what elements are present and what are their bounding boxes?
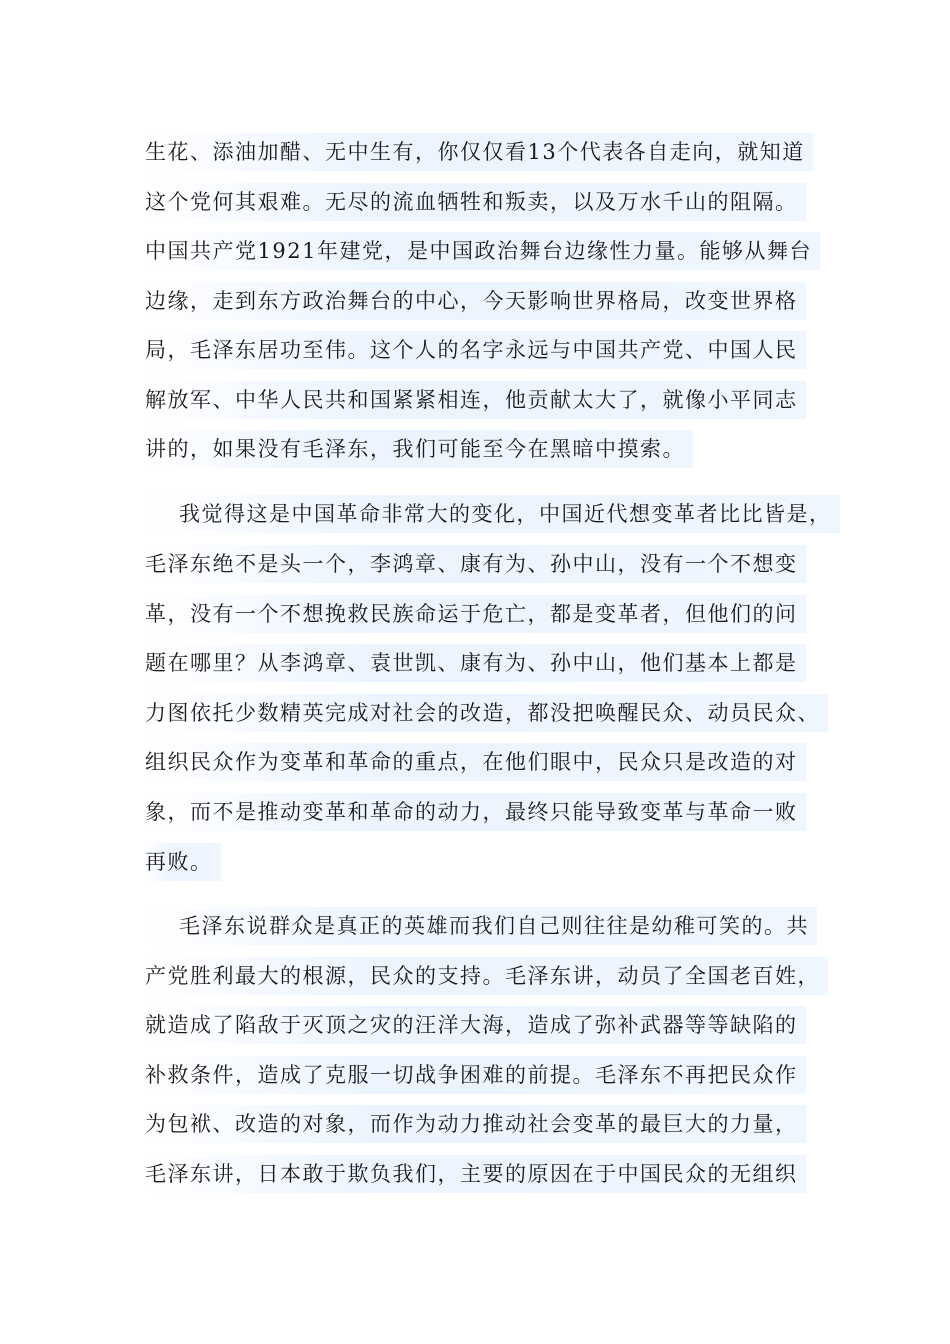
text-line: 象，而不是推动变革和革命的动力，最终只能导致变革与革命一败 (145, 793, 806, 831)
text-line: 生花、添油加醋、无中生有，你仅仅看13个代表各自走向，就知道 (145, 133, 813, 171)
text-line: 题在哪里？从李鸿章、袁世凯、康有为、孙中山，他们基本上都是 (145, 644, 806, 682)
text-line: 力图依托少数精英完成对社会的改造，都没把唤醒民众、动员民众、 (145, 694, 828, 732)
text-line: 革，没有一个不想挽救民族命运于危亡，都是变革者，但他们的问 (145, 595, 806, 633)
text-line: 就造成了陷敌于灭顶之灾的汪洋大海，造成了弥补武器等等缺陷的 (145, 1006, 806, 1044)
text-line: 边缘，走到东方政治舞台的中心，今天影响世界格局，改变世界格 (145, 282, 806, 320)
text-line: 再败。 (145, 843, 221, 881)
text-line: 中国共产党1921年建党，是中国政治舞台边缘性力量。能够从舞台 (145, 232, 820, 270)
text-line: 产党胜利最大的根源，民众的支持。毛泽东讲，动员了全国老百姓， (145, 957, 828, 995)
text-line: 毛泽东绝不是头一个，李鸿章、康有为、孙中山，没有一个不想变 (145, 545, 806, 583)
text-line: 局，毛泽东居功至伟。这个人的名字永远与中国共产党、中国人民 (145, 331, 806, 369)
text-line: 组织民众作为变革和革命的重点，在他们眼中，民众只是改造的对 (145, 743, 806, 781)
text-line: 我觉得这是中国革命非常大的变化，中国近代想变革者比比皆是， (145, 495, 840, 533)
text-line: 这个党何其艰难。无尽的流血牺牲和叛卖，以及万水千山的阻隔。 (145, 183, 806, 221)
text-line: 解放军、中华人民共和国紧紧相连，他贡献太大了，就像小平同志 (145, 381, 806, 419)
text-line: 毛泽东说群众是真正的英雄而我们自己则往往是幼稚可笑的。共 (145, 907, 817, 945)
text-line: 为包袱、改造的对象，而作为动力推动社会变革的最巨大的力量， (145, 1105, 806, 1143)
text-line: 讲的，如果没有毛泽东，我们可能至今在黑暗中摸索。 (145, 430, 693, 468)
text-line: 毛泽东讲，日本敢于欺负我们，主要的原因在于中国民众的无组织 (145, 1155, 806, 1193)
text-line: 补救条件，造成了克服一切战争困难的前提。毛泽东不再把民众作 (145, 1056, 806, 1094)
